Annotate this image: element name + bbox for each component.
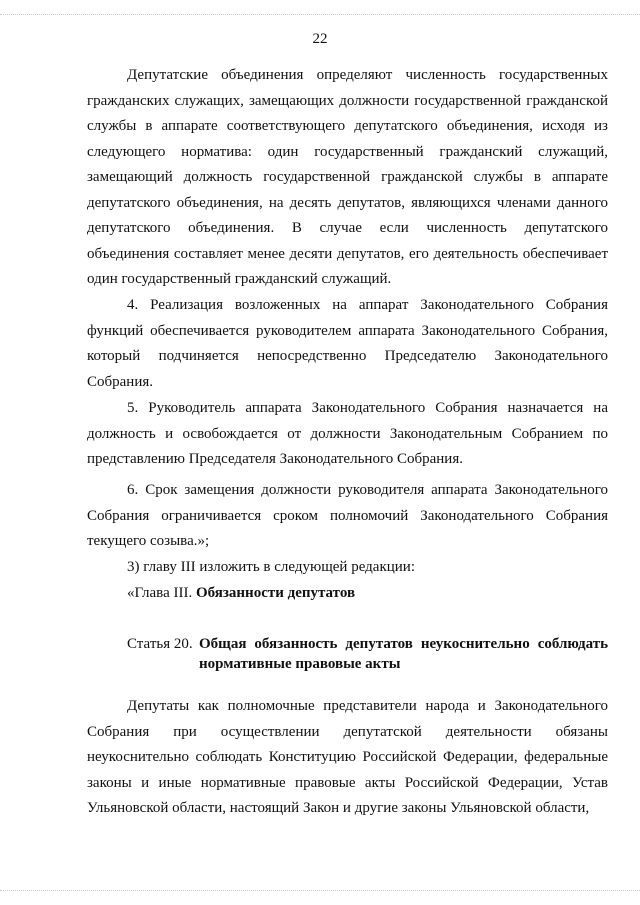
chapter-prefix: «Глава III. (127, 585, 196, 601)
page-number: 22 (312, 31, 328, 47)
paragraph-deputies-obligation: Депутаты как полномочные представители народа и Законодательного Собрания при осуществлении депутатской деятельности обязаны неукоснительно соблюдать Конституцию Российской Федерации, федеральные законы и иные нормативные правовые акты Российской Федерации, Устав Ульяновской области, настоящий Закон и другие законы Ульяновской области, (87, 698, 608, 816)
chapter-title: Обязанности депутатов (195, 585, 356, 601)
paragraph-deputy-associations: Депутатские объединения определяют численность государственных гражданских служащих, замещающих должности государственной гражданской службы в аппарате соответствующего депутатского объединения, исходя из следующего норматива: один государственный гражданский служащий, замещающий должность государственной гражданской службы в аппарате депутатского объединения, на десять депутатов, являющихся членами данного депутатского объединения. В случае если численность депутатского объединения составляет менее десяти депутатов, его деятельность обеспечивает один государственный гражданский служащий. (87, 67, 608, 287)
article-title: Общая обязанность депутатов неукоснительно соблюдать нормативные правовые акты (199, 636, 608, 672)
scan-top-edge (0, 0, 640, 15)
paragraph-item-3-chapter: 3) главу III изложить в следующей редакции: (127, 559, 415, 575)
chapter-heading (127, 581, 608, 607)
scan-bottom-edge (0, 890, 640, 905)
paragraph-item-5: 5. Руководитель аппарата Законодательного Собрания назначается на должность и освобождается от должности Законодательным Собранием по представлению Председателя Законодательного Собрания. (87, 400, 608, 467)
paragraph-item-4: 4. Реализация возложенных на аппарат Законодательного Собрания функций обеспечивается руководителем аппарата Законодательного Собрания, который подчиняется непосредственно Председателю Законодательного Собрания. (87, 297, 608, 390)
paragraph-item-6: 6. Срок замещения должности руководителя аппарата Законодательного Собрания ограничивается сроком полномочий Законодательного Собрания текущего созыва.»; (87, 482, 608, 549)
article-label: Статья 20. (127, 636, 193, 652)
